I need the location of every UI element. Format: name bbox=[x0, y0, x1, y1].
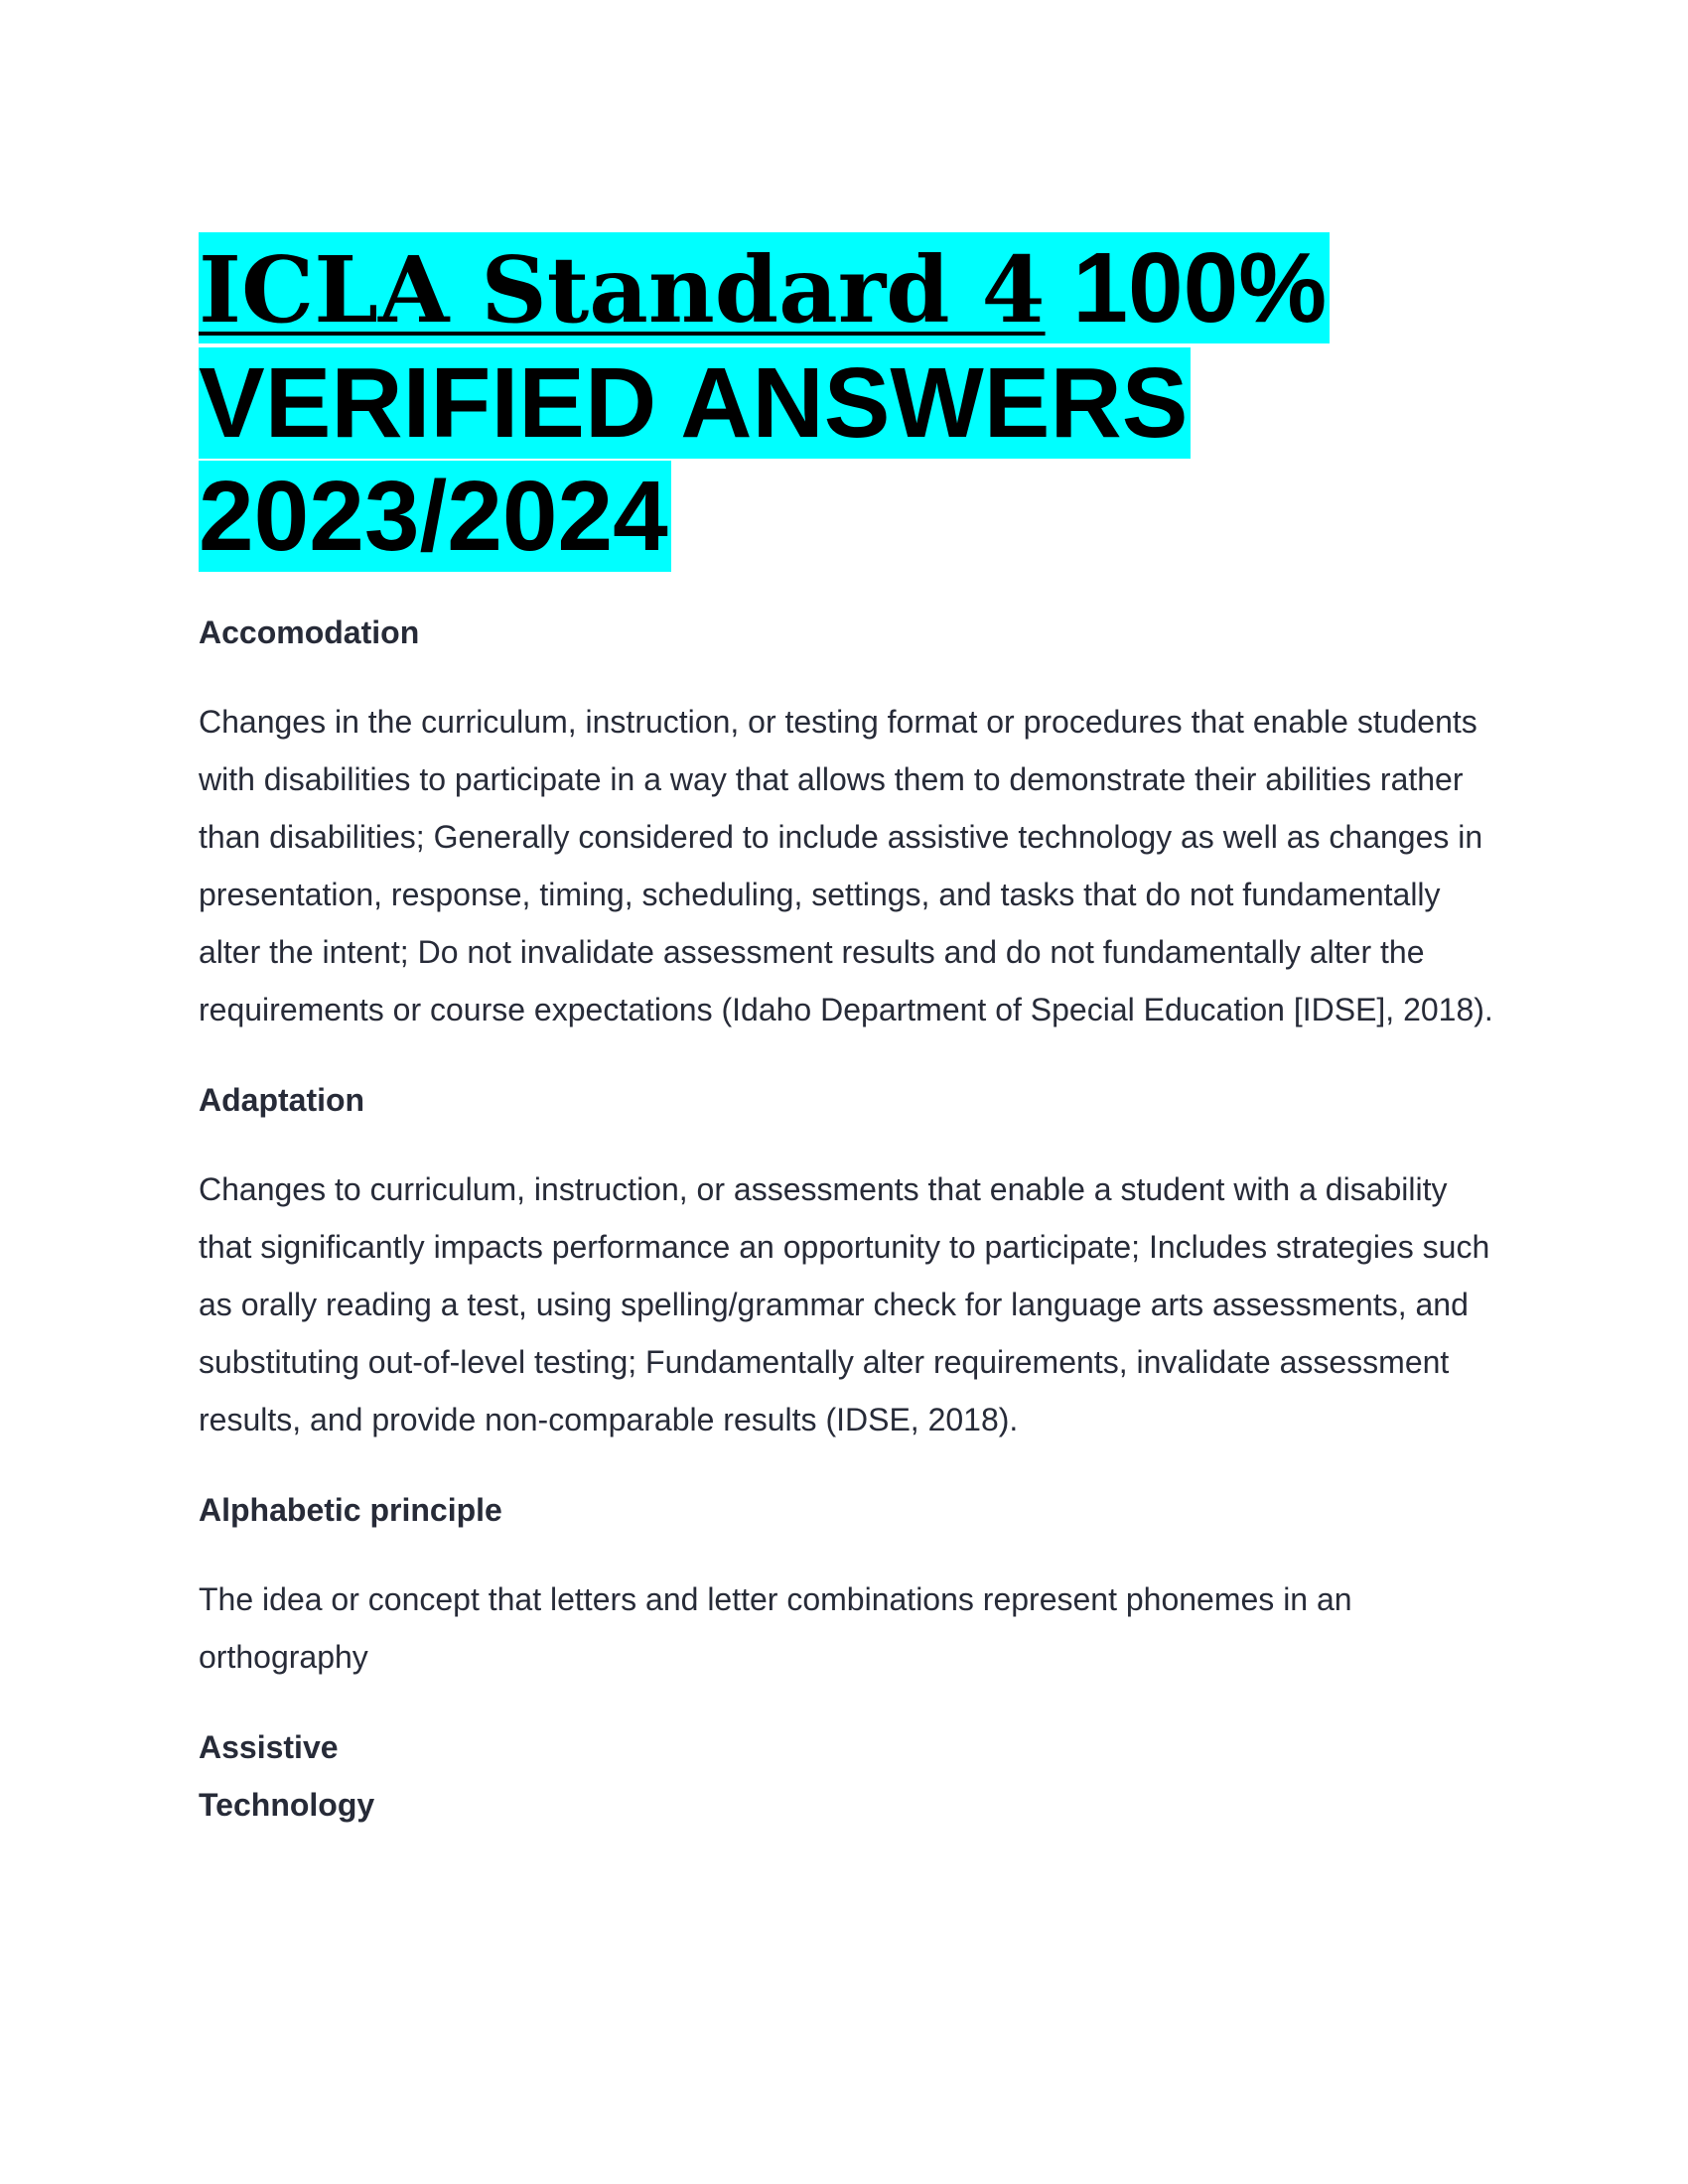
term-adaptation: Adaptation bbox=[199, 1082, 365, 1118]
term-assistive-technology-line1: Assistive bbox=[199, 1729, 339, 1765]
term-accomodation: Accomodation bbox=[199, 614, 420, 650]
title-standard-name: ICLA Standard 4 bbox=[199, 236, 1046, 343]
title-highlight bbox=[199, 232, 1330, 572]
title-subtitle: 100% VERIFIED ANSWERS 2023/2024 bbox=[199, 232, 1328, 572]
term-alphabetic-principle: Alphabetic principle bbox=[199, 1492, 502, 1528]
document-title bbox=[199, 231, 1489, 573]
term-assistive-technology bbox=[199, 1718, 1499, 1834]
definition-alphabetic-principle: The idea or concept that letters and letter combinations represent phonemes in an orthography bbox=[199, 1581, 1352, 1675]
term-assistive-technology-line2: Technology bbox=[199, 1787, 375, 1823]
definition-adaptation: Changes to curriculum, instruction, or assessments that enable a student with a disability that significantly impacts performance an opportunity to participate; Includes strategies such as orally reading a test, using spelling/grammar check for language arts assessments, and substituting out-of-level testing; Fundamentally alter requirements, invalidate assessment results, and provide non-comparable results (IDSE, 2018). bbox=[199, 1171, 1490, 1437]
definition-accomodation: Changes in the curriculum, instruction, or testing format or procedures that enable students with disabilities to participate in a way that allows them to demonstrate their abilities rather than disabilities; Generally considered to include assistive technology as well as changes in presentation, response, timing, scheduling, settings, and tasks that do not fundamentally alter the intent; Do not invalidate assessment results and do not fundamentally alter the requirements or course expectations (Idaho Department of Special Education [IDSE], 2018). bbox=[199, 704, 1493, 1027]
glossary-content bbox=[199, 604, 1499, 1834]
